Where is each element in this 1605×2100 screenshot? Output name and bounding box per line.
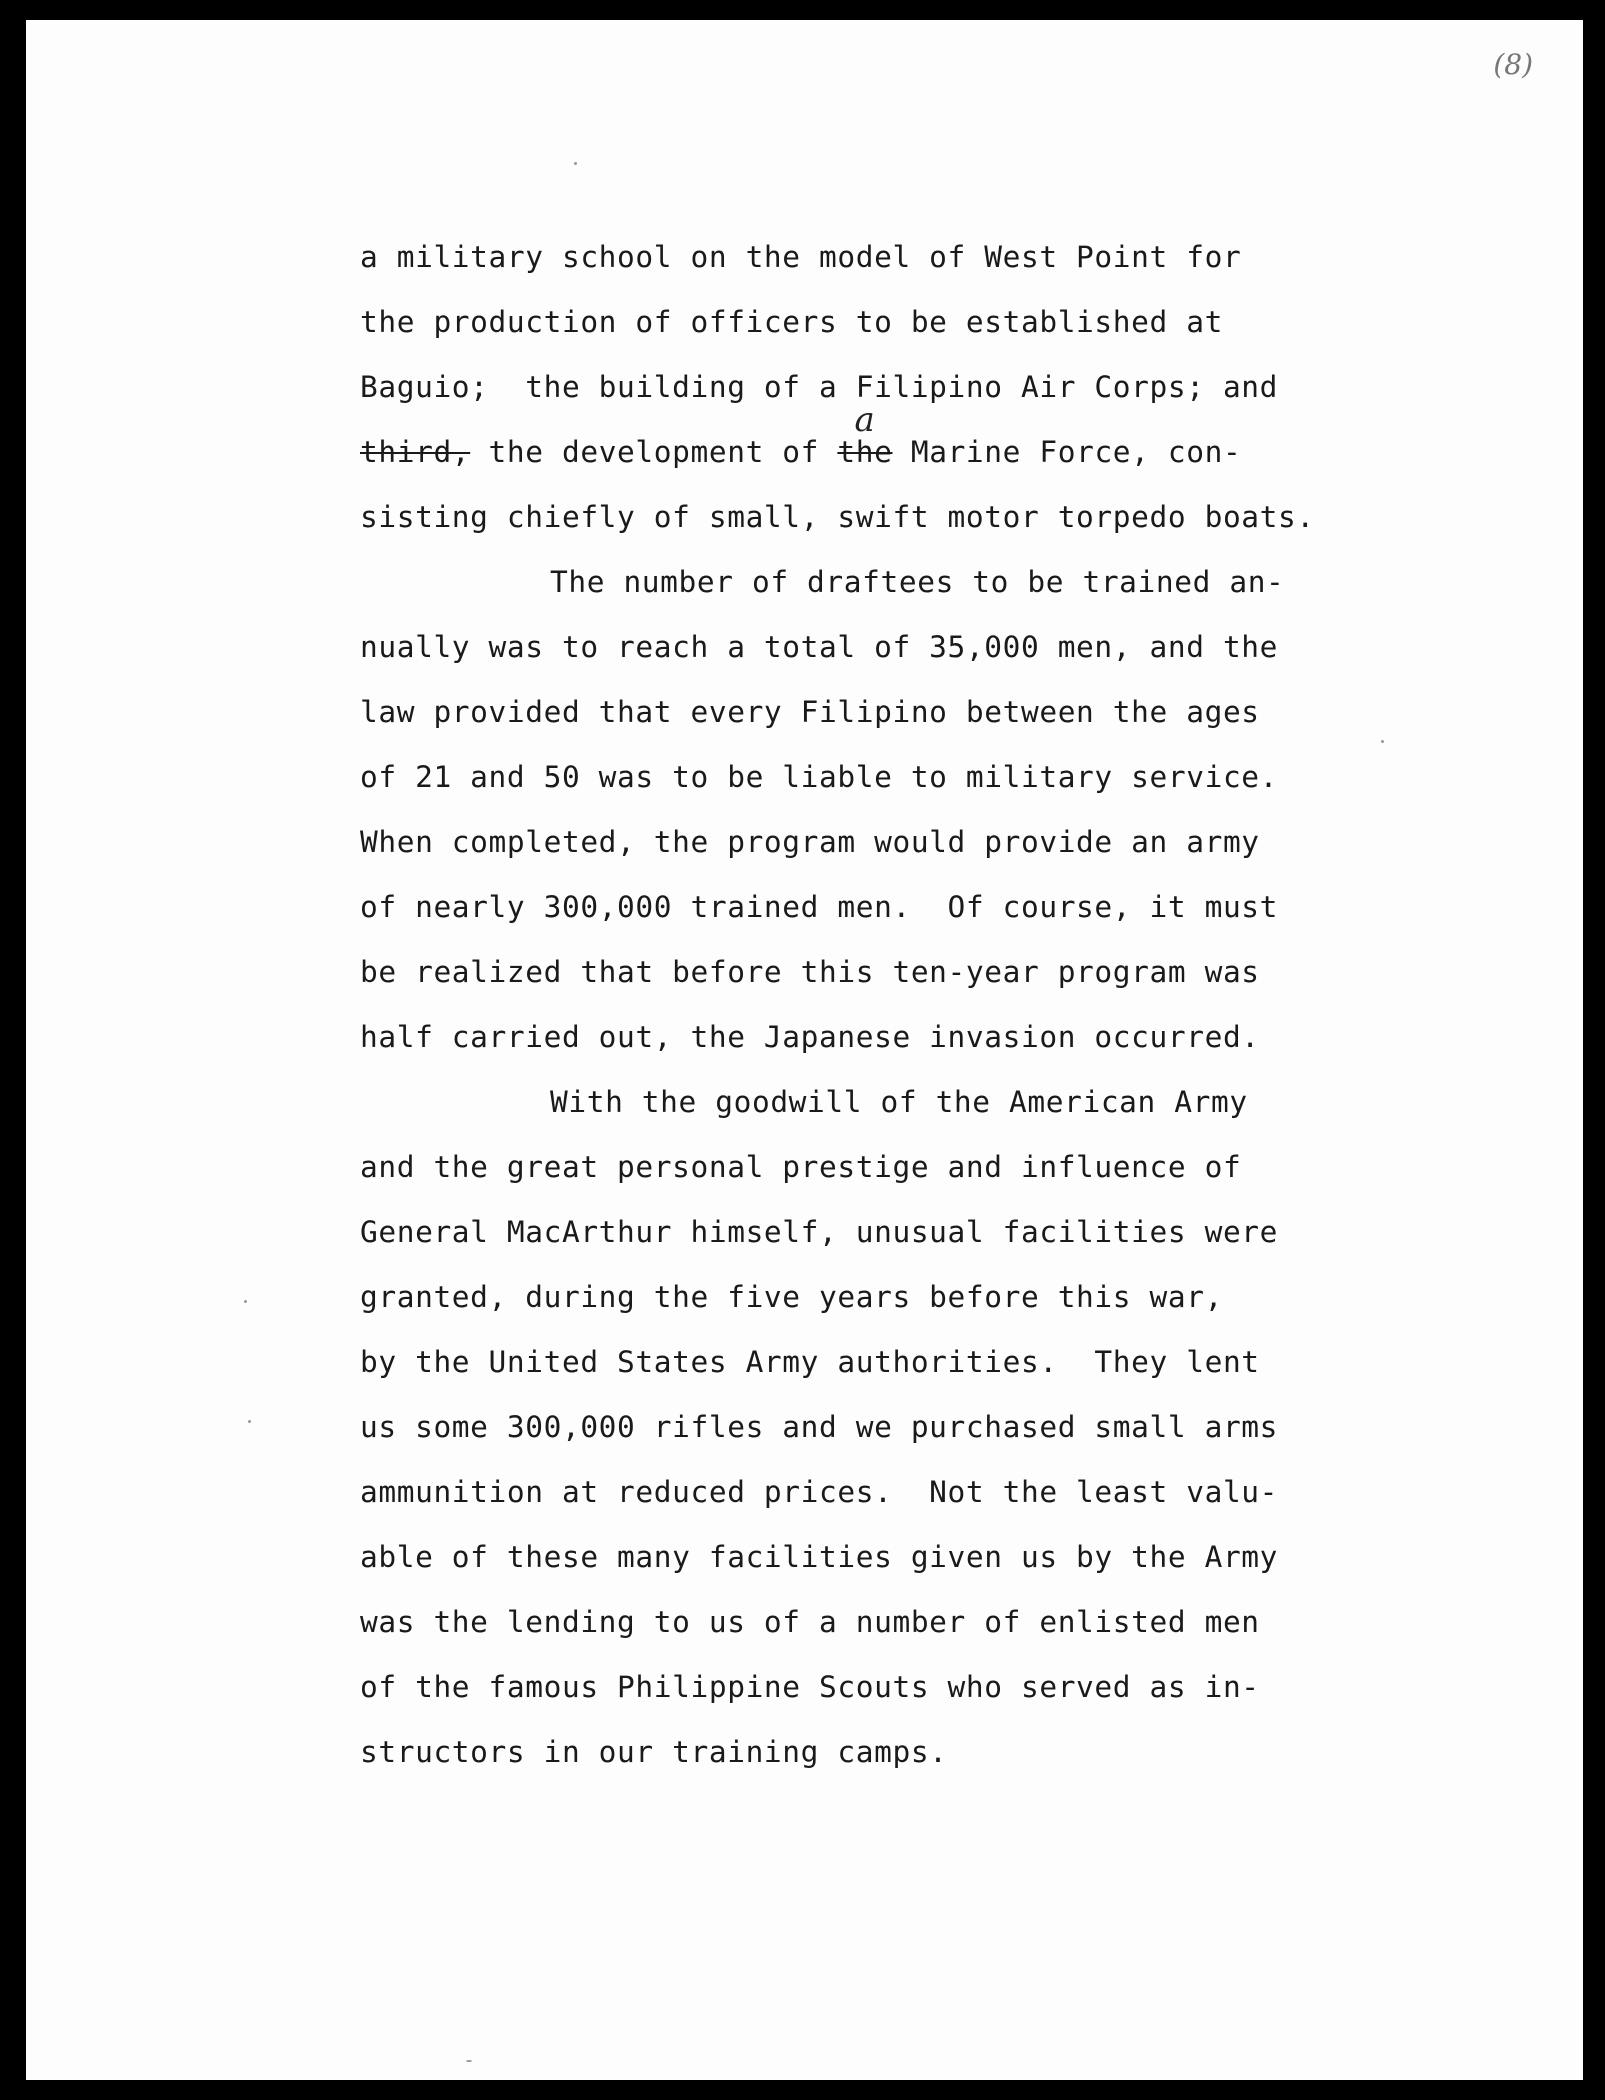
text-line: structors in our training camps. (360, 1735, 948, 1769)
text-line: was the lending to us of a number of enlisted men (360, 1605, 1260, 1639)
text-segment: Marine Force, con- (892, 435, 1242, 469)
text-line: of 21 and 50 was to be liable to military service. (360, 760, 1279, 794)
text-line: law provided that every Filipino between the ages (360, 695, 1260, 729)
text-line-with-correction (360, 400, 1410, 485)
text-line: sisting chiefly of small, swift motor torpedo boats. (360, 500, 1315, 534)
struck-word: third, (360, 435, 471, 469)
text-line: able of these many facilities given us by the Army (360, 1540, 1279, 1574)
paper-speck (248, 1420, 251, 1423)
text-segment: the development of (470, 435, 838, 469)
text-line: the production of officers to be established at (360, 305, 1223, 339)
document-page (26, 20, 1583, 2080)
paper-speck (1381, 740, 1384, 743)
paper-speck (244, 1300, 247, 1303)
text-line: granted, during the five years before this war, (360, 1280, 1223, 1314)
text-line: ammunition at reduced prices. Not the least valu- (360, 1475, 1279, 1509)
paper-speck (466, 2060, 472, 2062)
correction (837, 400, 893, 485)
text-line: us some 300,000 rifles and we purchased small arms (360, 1410, 1279, 1444)
text-line: Baguio; the building of a Filipino Air Corps; and (360, 370, 1279, 404)
page-number: (8) (1493, 48, 1533, 81)
paper-speck (574, 162, 577, 165)
text-line: General MacArthur himself, unusual facilities were (360, 1215, 1279, 1249)
text-line: half carried out, the Japanese invasion occurred. (360, 1020, 1260, 1054)
struck-word: the (837, 435, 893, 469)
paragraph-start-line: With the goodwill of the American Army (550, 1085, 1248, 1119)
text-line: be realized that before this ten-year program was (360, 955, 1260, 989)
text-line: by the United States Army authorities. They lent (360, 1345, 1260, 1379)
handwritten-insertion: a (854, 400, 876, 440)
text-line: When completed, the program would provide an army (360, 825, 1260, 859)
text-line: and the great personal prestige and influence of (360, 1150, 1242, 1184)
text-line: a military school on the model of West Point for (360, 240, 1242, 274)
typescript-body (360, 225, 1410, 1785)
text-line: of nearly 300,000 trained men. Of course, it must (360, 890, 1279, 924)
text-line: of the famous Philippine Scouts who served as in- (360, 1670, 1260, 1704)
text-line: nually was to reach a total of 35,000 men, and the (360, 630, 1279, 664)
paragraph-start-line: The number of draftees to be trained an- (550, 565, 1285, 599)
